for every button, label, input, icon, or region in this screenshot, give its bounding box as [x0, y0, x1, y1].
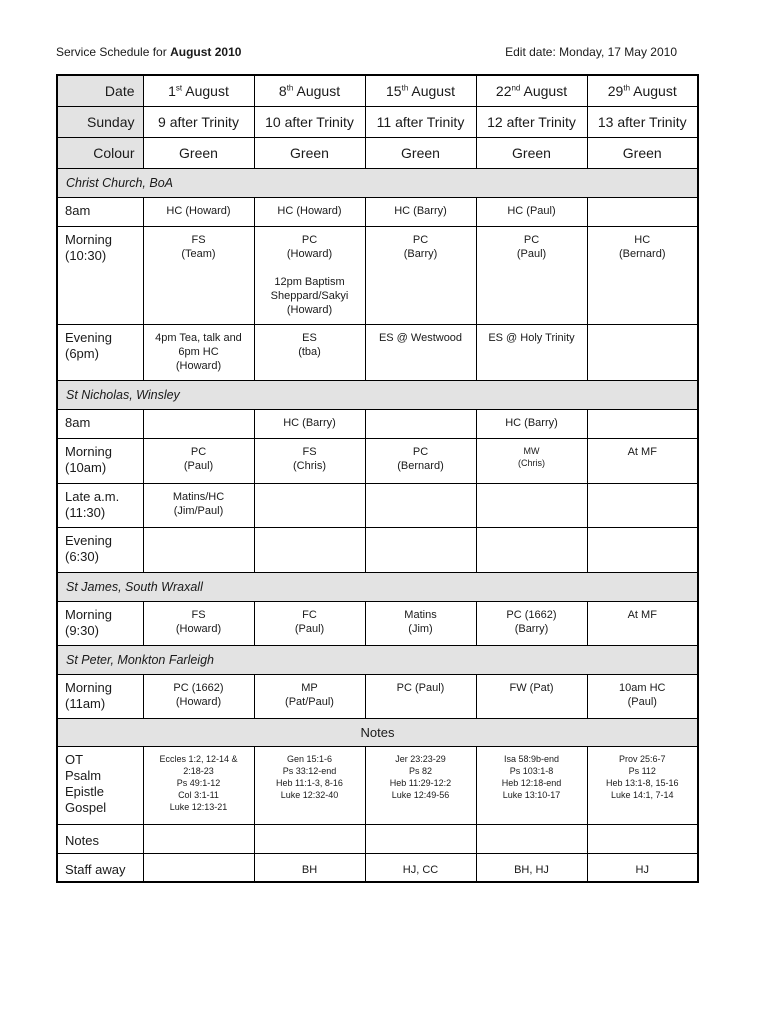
table-row — [57, 324, 698, 380]
service-cell — [365, 324, 476, 380]
cell-line: HC (Barry) — [283, 416, 336, 429]
cell-line: (Chris) — [518, 457, 545, 468]
readings-cell — [587, 746, 698, 824]
cell-line: Ps 33:12-end — [282, 765, 337, 776]
cell-line: Col 3:1-11 — [178, 789, 219, 800]
service-cell — [365, 226, 476, 324]
cell-line: PC — [523, 233, 540, 246]
cell-line: (11:30) — [65, 504, 106, 520]
colour-cell: Green — [587, 137, 698, 168]
service-cell — [365, 527, 476, 572]
cell-line: Psalm — [65, 767, 102, 783]
service-cell — [143, 409, 254, 438]
cell-line: (11am) — [65, 695, 106, 711]
cell-line: Ps 103:1-8 — [509, 765, 554, 776]
cell-line: Evening — [65, 329, 112, 345]
service-cell — [143, 483, 254, 527]
readings-cell — [143, 746, 254, 824]
cell-line: (10am) — [65, 459, 107, 475]
service-cell — [143, 601, 254, 645]
table-row — [57, 527, 698, 572]
service-schedule-table — [56, 74, 699, 883]
service-cell — [365, 438, 476, 483]
cell-line: Matins — [404, 608, 437, 621]
cell-line: Jer 23:23-29 — [395, 753, 446, 764]
service-cell — [365, 197, 476, 226]
service-cell — [143, 197, 254, 226]
cell-line: 2:18-23 — [183, 765, 214, 776]
notes-cell — [587, 824, 698, 853]
cell-line: Ps 82 — [408, 765, 432, 776]
cell-line: Ps 112 — [628, 765, 656, 776]
cell-line: Morning — [65, 231, 112, 247]
cell-line: Luke 12:13-21 — [169, 801, 228, 812]
service-cell — [587, 197, 698, 226]
document-title — [56, 45, 241, 59]
section-heading: St Peter, Monkton Farleigh — [57, 645, 698, 674]
service-cell — [365, 409, 476, 438]
notes-cell — [143, 824, 254, 853]
service-cell — [254, 438, 365, 483]
cell-line: HC (Howard) — [166, 204, 231, 217]
readings-cell — [365, 746, 476, 824]
cell-line: Luke 12:32-40 — [280, 789, 339, 800]
readings-cell — [254, 746, 365, 824]
service-time-label — [57, 483, 143, 527]
service-cell — [365, 483, 476, 527]
cell-line: 6pm HC — [178, 345, 219, 358]
table-row — [57, 824, 698, 853]
section-heading: Christ Church, BoA — [57, 168, 698, 197]
sunday-label: Sunday — [57, 106, 143, 137]
cell-line: MW — [523, 445, 540, 456]
service-cell — [587, 409, 698, 438]
cell-line: (tba) — [298, 345, 321, 358]
cell-line: (Bernard) — [619, 247, 666, 260]
cell-line: (Jim) — [408, 622, 433, 635]
cell-line: FW (Pat) — [509, 681, 554, 694]
service-cell — [254, 601, 365, 645]
title-month: August 2010 — [170, 45, 242, 59]
service-cell — [254, 324, 365, 380]
cell-line: PC (1662) — [506, 608, 557, 621]
service-time-label — [57, 527, 143, 572]
cell-line: HC — [634, 233, 651, 246]
cell-line: (10:30) — [65, 247, 107, 263]
cell-line: Sheppard/Sakyi — [270, 289, 349, 302]
colour-cell: Green — [476, 137, 587, 168]
table-row — [57, 601, 698, 645]
cell-line: Heb 11:29-12:2 — [389, 777, 452, 788]
cell-line: Matins/HC — [172, 490, 225, 503]
cell-line: 10am HC — [619, 681, 666, 694]
cell-line: Luke 13:10-17 — [502, 789, 561, 800]
cell-line: At MF — [627, 608, 657, 621]
cell-line: FS — [191, 608, 206, 621]
notes-label: Notes — [57, 824, 143, 853]
notes-cell — [254, 824, 365, 853]
date-cell: 1st August — [143, 75, 254, 106]
service-cell — [587, 438, 698, 483]
staff-away-cell: HJ — [587, 853, 698, 882]
service-cell — [476, 483, 587, 527]
service-cell — [587, 601, 698, 645]
sunday-cell: 10 after Trinity — [254, 106, 365, 137]
date-label: Date — [57, 75, 143, 106]
cell-line: MP — [301, 681, 318, 694]
cell-line: PC — [412, 233, 429, 246]
service-cell — [476, 197, 587, 226]
cell-line: (Bernard) — [397, 459, 444, 472]
service-cell — [254, 674, 365, 718]
staff-away-cell: HJ, CC — [365, 853, 476, 882]
service-cell — [143, 226, 254, 324]
cell-line: HC (Paul) — [507, 204, 556, 217]
cell-line: PC (1662) — [173, 681, 224, 694]
cell-line: FC — [302, 608, 317, 621]
service-cell — [587, 674, 698, 718]
table-row — [57, 645, 698, 674]
notes-cell — [365, 824, 476, 853]
table-row — [57, 853, 698, 882]
cell-line: Eccles 1:2, 12-14 & — [159, 753, 238, 764]
cell-line: 8am — [65, 414, 91, 430]
cell-line: PC — [301, 233, 318, 246]
cell-line: (Howard) — [175, 622, 222, 635]
table-row — [57, 380, 698, 409]
cell-line: At MF — [627, 445, 657, 458]
service-time-label — [57, 197, 143, 226]
cell-line: (Barry) — [403, 247, 438, 260]
cell-line: (Howard) — [175, 695, 222, 708]
service-cell — [143, 527, 254, 572]
cell-line: Prov 25:6-7 — [618, 753, 666, 764]
cell-line: (Howard) — [175, 359, 222, 372]
table-row — [57, 168, 698, 197]
service-cell — [254, 226, 365, 324]
notes-cell — [476, 824, 587, 853]
cell-line: FS — [191, 233, 206, 246]
cell-line: (6pm) — [65, 345, 99, 361]
colour-cell: Green — [254, 137, 365, 168]
cell-line: (6:30) — [65, 548, 99, 564]
table-row — [57, 137, 698, 168]
cell-line: Heb 13:1-8, 15-16 — [605, 777, 679, 788]
staff-away-label: Staff away — [57, 853, 143, 882]
section-heading: St Nicholas, Winsley — [57, 380, 698, 409]
table-row — [57, 226, 698, 324]
sunday-cell: 13 after Trinity — [587, 106, 698, 137]
cell-line: HC (Barry) — [394, 204, 447, 217]
service-cell — [587, 324, 698, 380]
service-time-label — [57, 438, 143, 483]
service-time-label — [57, 409, 143, 438]
colour-cell: Green — [365, 137, 476, 168]
table-row — [57, 674, 698, 718]
sunday-cell: 12 after Trinity — [476, 106, 587, 137]
cell-line — [255, 261, 365, 275]
cell-line: Heb 12:18-end — [501, 777, 562, 788]
staff-away-cell: BH — [254, 853, 365, 882]
table-row — [57, 572, 698, 601]
date-cell: 22nd August — [476, 75, 587, 106]
table-row — [57, 106, 698, 137]
cell-line: Morning — [65, 443, 112, 459]
table-row — [57, 197, 698, 226]
cell-line: FS — [302, 445, 317, 458]
cell-line: (Paul) — [627, 695, 657, 708]
cell-line: PC — [412, 445, 429, 458]
service-cell — [254, 409, 365, 438]
cell-line: Morning — [65, 606, 112, 622]
table-row — [57, 483, 698, 527]
cell-line: (Barry) — [514, 622, 549, 635]
service-cell — [587, 527, 698, 572]
service-time-label — [57, 324, 143, 380]
notes-heading: Notes — [57, 718, 698, 746]
date-cell: 15th August — [365, 75, 476, 106]
table-row — [57, 718, 698, 746]
service-cell — [476, 438, 587, 483]
cell-line: Late a.m. — [65, 488, 120, 504]
staff-away-cell: BH, HJ — [476, 853, 587, 882]
sunday-cell: 9 after Trinity — [143, 106, 254, 137]
service-time-label — [57, 674, 143, 718]
table-row — [57, 746, 698, 824]
cell-line: 4pm Tea, talk and — [155, 331, 242, 344]
table-row — [57, 409, 698, 438]
service-cell — [365, 674, 476, 718]
cell-line: Epistle — [65, 783, 105, 799]
cell-line: Gen 15:1-6 — [286, 753, 333, 764]
cell-line: (Paul) — [183, 459, 214, 472]
service-cell — [476, 226, 587, 324]
cell-line: HC (Howard) — [277, 204, 342, 217]
title-prefix: Service Schedule for — [56, 45, 167, 59]
table-row — [57, 438, 698, 483]
cell-line: (Paul) — [294, 622, 325, 635]
cell-line: (Team) — [181, 247, 216, 260]
readings-label — [57, 746, 143, 824]
service-cell — [476, 674, 587, 718]
date-cell: 29th August — [587, 75, 698, 106]
cell-line: (9:30) — [65, 622, 99, 638]
cell-line: (Paul) — [516, 247, 547, 260]
section-heading: St James, South Wraxall — [57, 572, 698, 601]
service-cell — [365, 601, 476, 645]
cell-line: ES — [302, 331, 317, 344]
service-cell — [143, 324, 254, 380]
cell-line: (Jim/Paul) — [173, 504, 224, 517]
service-cell — [476, 409, 587, 438]
service-cell — [476, 324, 587, 380]
cell-line: Evening — [65, 532, 112, 548]
cell-line: Morning — [65, 679, 112, 695]
cell-line: HC (Barry) — [505, 416, 558, 429]
cell-line: Isa 58:9b-end — [503, 753, 560, 764]
service-cell — [254, 483, 365, 527]
cell-line: ES @ Holy Trinity — [488, 331, 575, 344]
service-cell — [476, 527, 587, 572]
service-cell — [476, 601, 587, 645]
cell-line: Luke 12:49-56 — [391, 789, 450, 800]
service-time-label — [57, 601, 143, 645]
cell-line: (Chris) — [293, 459, 326, 472]
cell-line: Ps 49:1-12 — [176, 777, 221, 788]
service-cell — [254, 197, 365, 226]
service-cell — [143, 438, 254, 483]
cell-line: Gospel — [65, 799, 107, 815]
cell-line: PC (Paul) — [396, 681, 445, 694]
cell-line: (Howard) — [286, 247, 333, 260]
cell-line: Heb 11:1-3, 8-16 — [276, 777, 343, 788]
cell-line: (Pat/Paul) — [285, 695, 334, 708]
cell-line: 8am — [65, 202, 91, 218]
colour-label: Colour — [57, 137, 143, 168]
table-row — [57, 75, 698, 106]
cell-line: OT — [65, 751, 84, 767]
cell-line: Luke 14:1, 7-14 — [610, 789, 674, 800]
service-cell — [587, 483, 698, 527]
cell-line: 12pm Baptism — [274, 275, 345, 288]
readings-cell — [476, 746, 587, 824]
service-cell — [143, 674, 254, 718]
colour-cell: Green — [143, 137, 254, 168]
date-cell: 8th August — [254, 75, 365, 106]
edit-date: Edit date: Monday, 17 May 2010 — [505, 45, 677, 59]
service-cell — [587, 226, 698, 324]
sunday-cell: 11 after Trinity — [365, 106, 476, 137]
cell-line: (Howard) — [286, 303, 333, 316]
service-cell — [254, 527, 365, 572]
staff-away-cell — [143, 853, 254, 882]
service-time-label — [57, 226, 143, 324]
cell-line: ES @ Westwood — [378, 331, 463, 344]
cell-line: PC — [190, 445, 207, 458]
